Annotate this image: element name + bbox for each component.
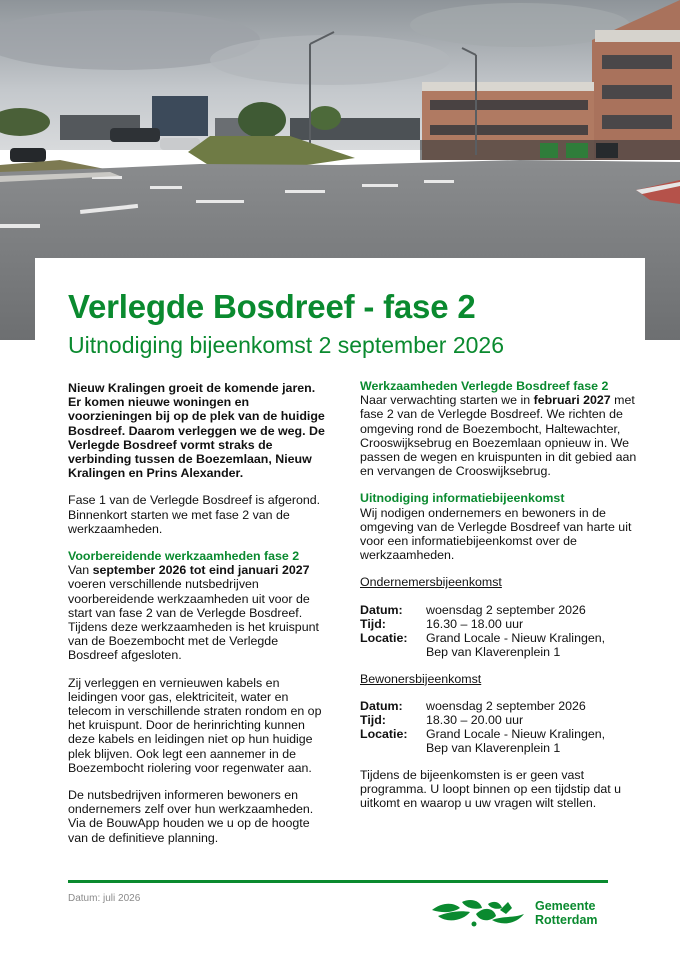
right-column	[360, 379, 650, 823]
location-line-2: Bep van Klaverenplein 1	[426, 644, 561, 659]
time-value: 18.30 – 20.00 uur	[426, 712, 524, 727]
date-label: Datum:	[360, 602, 403, 617]
table-row	[360, 699, 605, 713]
footer-divider	[68, 880, 608, 883]
works-text-end: met fase 2 van de Verlegde Bosdreef. We richten de omgeving rond de Boezembocht, Haltewachter, Crooswijksebrug en Boezemlaan opnieuw in. We passen de wegen en kruispunten in dit gebied aan en vervangen de Crooswijksebrug.	[360, 393, 637, 479]
logo-line-2: Rotterdam	[535, 913, 598, 927]
residents-meeting-details	[360, 699, 605, 755]
location-line-1: Grand Locale - Nieuw Kralingen,	[426, 630, 606, 645]
page-subtitle: Uitnodiging bijeenkomst 2 september 2026	[68, 332, 504, 358]
table-row	[360, 631, 605, 659]
location-line-1: Grand Locale - Nieuw Kralingen,	[426, 726, 606, 741]
date-value: woensdag 2 september 2026	[426, 602, 586, 617]
time-label: Tijd:	[360, 712, 386, 727]
page-title: Verlegde Bosdreef - fase 2	[68, 288, 476, 325]
logo-line-1: Gemeente	[535, 899, 596, 913]
location-label: Locatie:	[360, 630, 408, 645]
location-value	[426, 631, 605, 659]
residents-meeting-heading: Bewonersbijeenkomst	[360, 671, 482, 686]
table-row	[360, 617, 605, 631]
location-label: Locatie:	[360, 726, 408, 741]
prep-works-text-start: Van	[68, 563, 93, 578]
phase1-paragraph: Fase 1 van de Verlegde Bosdreef is afgerond. Binnenkort starten we met fase 2 van de werkzaamheden.	[68, 493, 321, 536]
works-text-start: Naar verwachting starten we in	[360, 393, 534, 408]
invite-paragraph: Wij nodigen ondernemers en bewoners in de omgeving van de Verlegde Bosdreef van harte uit voor een informatiebijeenkomst over de werkzaamheden.	[360, 505, 632, 563]
prep-works-text-end: voeren verschillende nutsbedrijven voorbereidende werkzaamheden uit voor de start van fase 2 van de Verlegde Bosdreef. Tijdens deze werkzaamheden is het kruispunt van de Boezembocht met de Verlegde Bosdreef afgesloten.	[68, 577, 319, 663]
table-row	[360, 727, 605, 755]
inform-paragraph: De nutsbedrijven informeren bewoners en ondernemers zelf over hun werkzaamheden. Via de BouwApp houden we u op de hoogte van de definitieve planning.	[68, 788, 314, 845]
time-label: Tijd:	[360, 616, 386, 631]
prep-works-period: september 2026 tot eind januari 2027	[92, 563, 310, 578]
cables-paragraph: Zij verleggen en vernieuwen kabels en leidingen voor gas, elektriciteit, water en telecom in verschillende straten rondom en op het kruispunt. Door de herinrichting kunnen deze kabels en leidingen niet op hun huidige plek blijven. Ook legt een aannemer in de Boezembocht riolering voor regenwater aan.	[68, 675, 322, 775]
document-date: Datum: juli 2026	[68, 893, 141, 904]
logo-wordmark	[535, 899, 598, 927]
works-heading: Werkzaamheden Verlegde Bosdreef fase 2	[360, 379, 609, 393]
closing-paragraph: Tijdens de bijeenkomsten is er geen vast programma. U loopt binnen op een tijdstip dat u uitkomt en waarop u uw vragen wilt stellen.	[360, 767, 622, 811]
table-row	[360, 713, 605, 727]
business-meeting-details	[360, 603, 605, 659]
works-paragraph	[360, 393, 650, 478]
date-value: woensdag 2 september 2026	[426, 698, 586, 713]
location-line-2: Bep van Klaverenplein 1	[426, 740, 561, 755]
business-meeting-heading: Ondernemersbijeenkomst	[360, 575, 502, 590]
prep-works-heading: Voorbereidende werkzaamheden fase 2	[68, 549, 300, 564]
left-column	[68, 381, 330, 858]
works-start-month: februari 2027	[533, 393, 611, 408]
table-row	[360, 603, 605, 617]
date-label: Datum:	[360, 698, 403, 713]
invite-heading: Uitnodiging informatiebijeenkomst	[360, 491, 565, 506]
location-value	[426, 727, 605, 755]
gemeente-rotterdam-logo-icon	[430, 896, 526, 930]
intro-paragraph: Nieuw Kralingen groeit de komende jaren. Er komen nieuwe woningen en voorzieningen bij op de plek van de huidige Bosdreef. Daarom verleggen we de weg. De Verlegde Bosdreef vormt straks de verbinding tussen de Boezemlaan, Nieuw Kralingen en Prins Alexander.	[68, 381, 325, 481]
time-value: 16.30 – 18.00 uur	[426, 616, 524, 631]
prep-works-paragraph	[68, 563, 330, 662]
